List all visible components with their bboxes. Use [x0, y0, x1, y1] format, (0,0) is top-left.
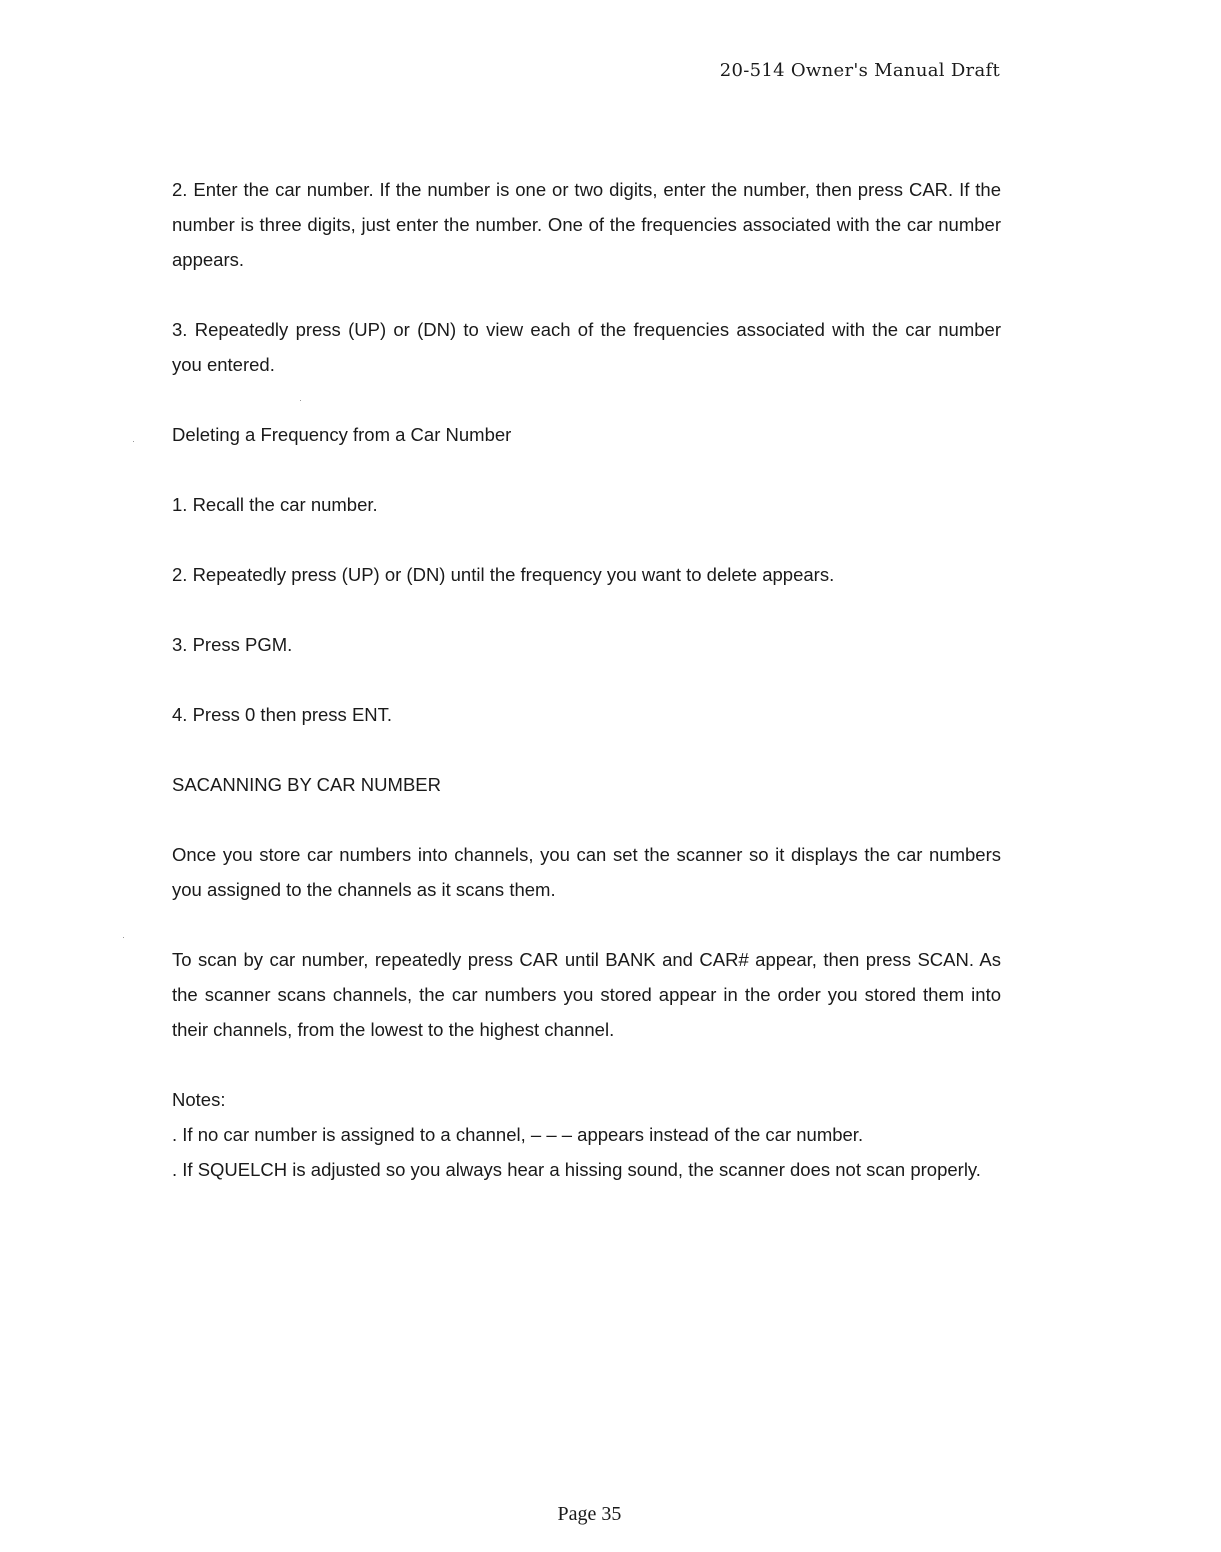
delete-step-4: 4. Press 0 then press ENT.: [172, 704, 393, 725]
section-heading-scanning: SACANNING BY CAR NUMBER: [172, 774, 441, 795]
page-number: Page 35: [557, 1503, 622, 1525]
step-2-paragraph: 2. Enter the car number. If the number is one or two digits, enter the number, then press CAR. If the number is three digits, just enter the number. One of the frequencies associated with the car number appears.: [172, 179, 1001, 270]
running-header: 20-514 Owner's Manual Draft: [719, 60, 1000, 81]
scan-speck: [300, 400, 301, 401]
scan-speck: [123, 937, 124, 938]
notes-label: Notes:: [172, 1089, 226, 1110]
scan-speck: [133, 441, 134, 442]
note-1: . If no car number is assigned to a channel, – – – appears instead of the car number.: [172, 1124, 864, 1145]
delete-step-2: 2. Repeatedly press (UP) or (DN) until the frequency you want to delete appears.: [172, 564, 835, 585]
scan-intro-paragraph: Once you store car numbers into channels, you can set the scanner so it displays the car numbers you assigned to the channels as it scans them.: [172, 844, 1001, 900]
page-body: [172, 172, 1001, 1187]
step-3-paragraph: 3. Repeatedly press (UP) or (DN) to view each of the frequencies associated with the car number you entered.: [172, 319, 1001, 375]
section-heading-deleting: Deleting a Frequency from a Car Number: [172, 424, 512, 445]
note-2: . If SQUELCH is adjusted so you always hear a hissing sound, the scanner does not scan properly.: [172, 1159, 981, 1180]
delete-step-1: 1. Recall the car number.: [172, 494, 378, 515]
scan-instructions-paragraph: To scan by car number, repeatedly press CAR until BANK and CAR# appear, then press SCAN. As the scanner scans channels, the car numbers you stored appear in the order you stored them into their channels, from the lowest to the highest channel.: [172, 949, 1001, 1040]
delete-step-3: 3. Press PGM.: [172, 634, 293, 655]
